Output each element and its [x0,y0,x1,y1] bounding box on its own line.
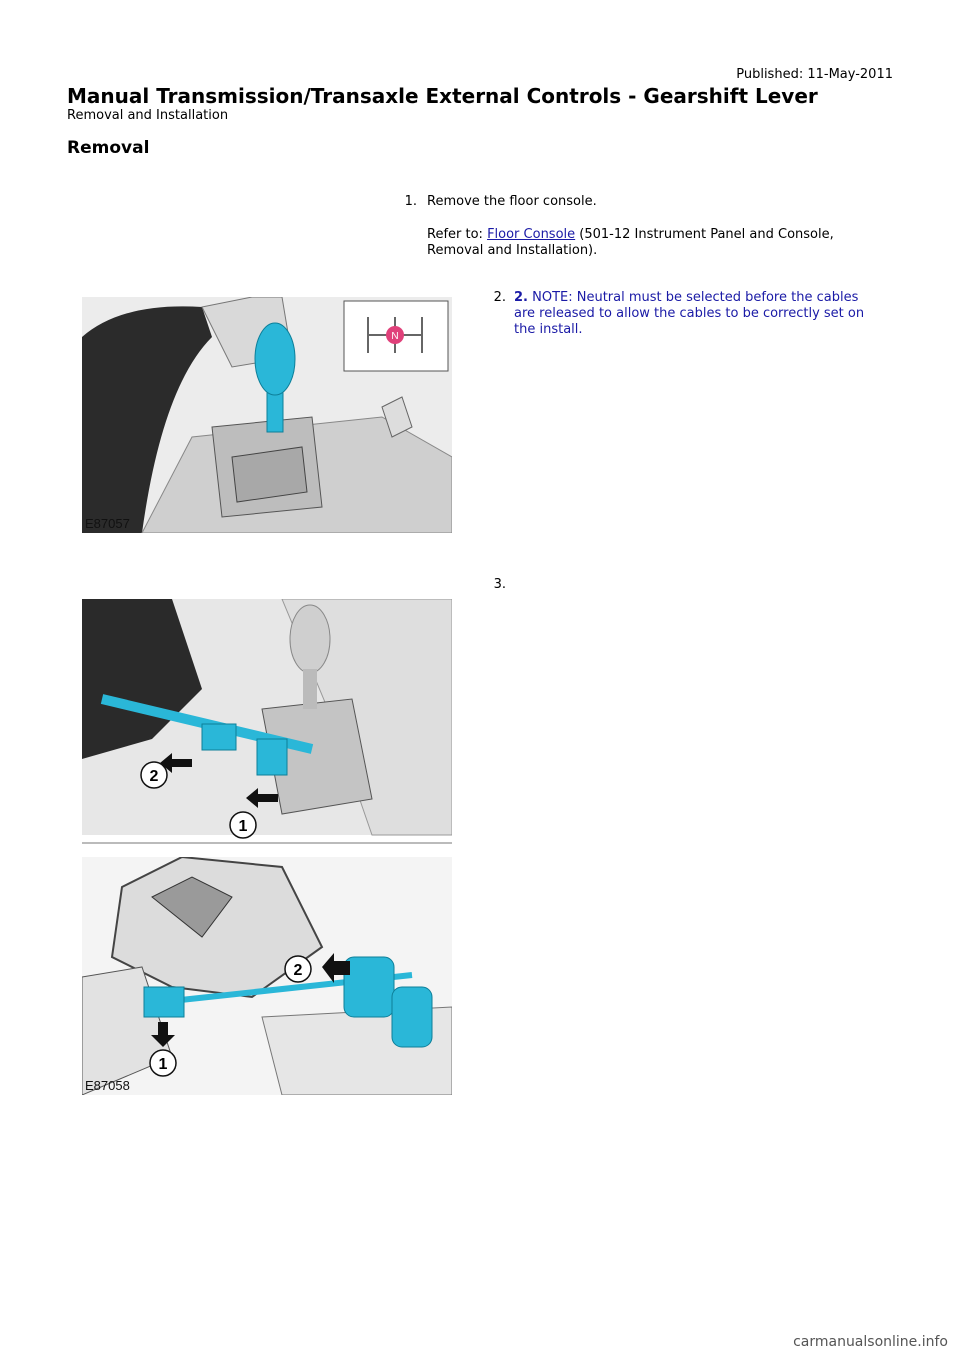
step-1-number: 1. [404,194,417,209]
published-date: Published: 11-May-2011 [736,67,893,82]
figure-e87057 [82,297,452,533]
floor-console-link[interactable]: Floor Console [487,227,576,242]
page-title: Manual Transmission/Transaxle External Controls - Gearshift Lever [67,84,818,108]
step-2-note [514,290,864,338]
callout-2: 2 [293,962,303,979]
note-line-1: NOTE: Neutral must be selected before the cables [527,290,859,305]
section-heading: Removal [67,138,150,158]
step-2-bold-number: 2. [514,290,528,305]
watermark: carmanualsonline.info [793,1334,948,1350]
figure-cables-view [82,599,452,845]
refer-suffix-1: (501-12 Instrument Panel and Console, [575,227,834,242]
step-1-refer [427,227,834,259]
refer-suffix-2: Removal and Installation). [427,243,598,258]
figure-code-e87057: E87057 [85,516,130,531]
note-line-2: are released to allow the cables to be correctly set on [514,306,865,321]
callout-1: 1 [238,818,248,835]
page-subtitle: Removal and Installation [67,108,229,123]
neutral-inset-label: N [391,331,399,342]
note-line-3: the install. [514,322,583,337]
figure-e87058 [82,857,452,1095]
step-3-number: 3. [493,577,506,592]
refer-prefix: Refer to: [427,227,488,242]
figure-code-e87058: E87058 [85,1078,130,1093]
callout-1: 1 [158,1056,168,1073]
callout-2: 2 [149,768,159,785]
step-2-number: 2. [493,290,506,305]
step-1-text: Remove the floor console. [427,194,597,209]
